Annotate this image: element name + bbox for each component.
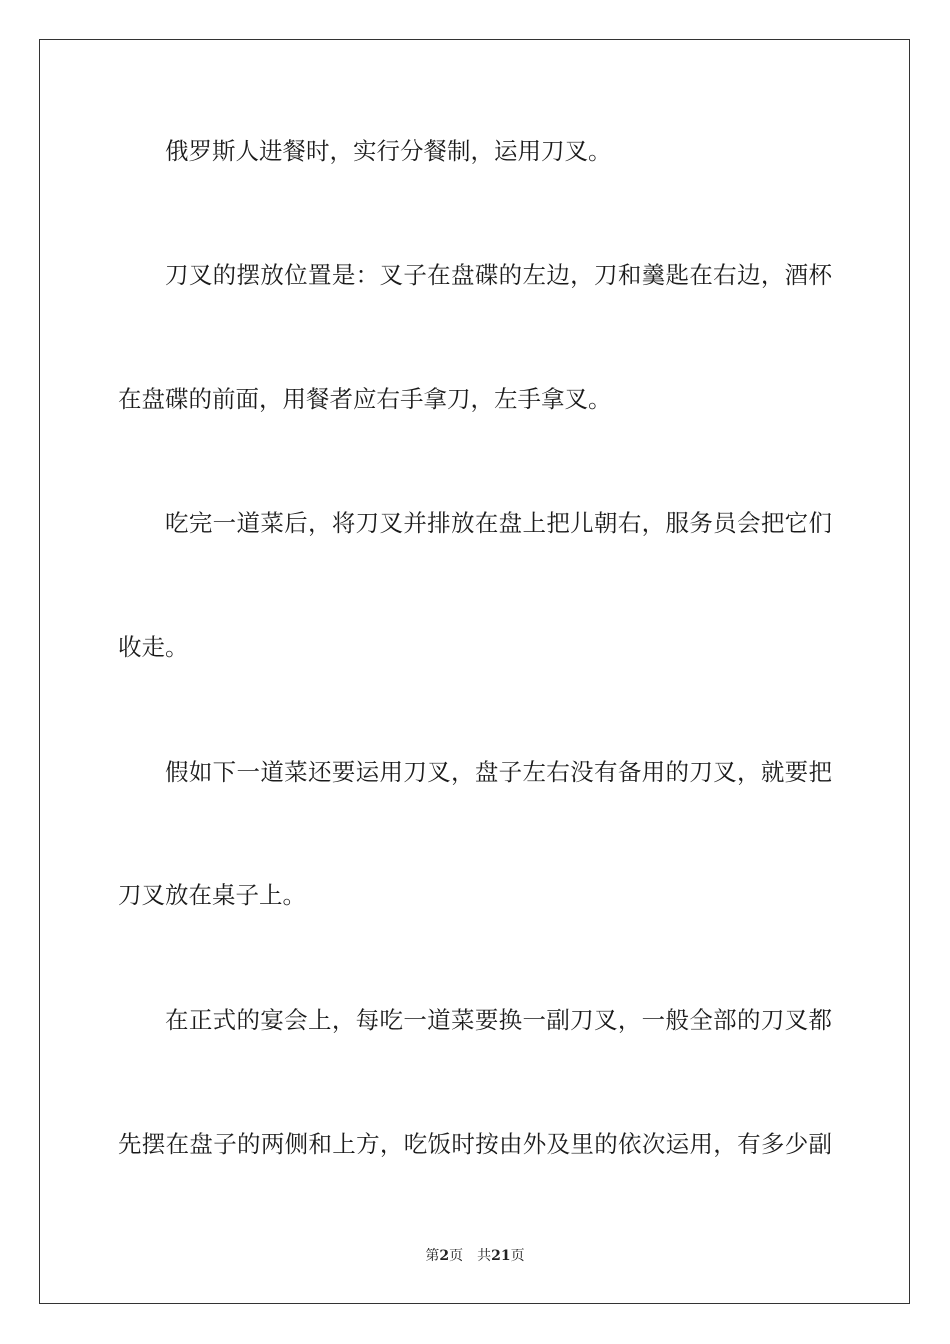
paragraph-line: 刀叉放在桌子上。 — [118, 881, 306, 909]
page-number: 2 — [439, 1248, 450, 1264]
paragraph-line: 假如下一道菜还要运用刀叉，盘子左右没有备用的刀叉，就要把 — [165, 758, 832, 786]
total-pages: 21 — [491, 1248, 511, 1264]
paragraph-line: 先摆在盘子的两侧和上方，吃饭时按由外及里的依次运用，有多少副 — [118, 1130, 832, 1158]
page-border — [39, 39, 910, 1304]
paragraph-line: 收走。 — [118, 633, 189, 661]
paragraph-line: 吃完一道菜后，将刀叉并排放在盘上把儿朝右，服务员会把它们 — [165, 509, 832, 537]
paragraph-line: 刀叉的摆放位置是：叉子在盘碟的左边，刀和羹匙在右边，酒杯 — [165, 261, 832, 289]
paragraph-line: 在正式的宴会上，每吃一道菜要换一副刀叉，一般全部的刀叉都 — [165, 1006, 832, 1034]
total-prefix: 共 — [477, 1248, 492, 1264]
page-prefix: 第 — [425, 1248, 440, 1264]
paragraph-line: 在盘碟的前面，用餐者应右手拿刀，左手拿叉。 — [118, 385, 612, 413]
page-suffix: 页 — [449, 1248, 464, 1264]
paragraph-line: 俄罗斯人进餐时，实行分餐制，运用刀叉。 — [165, 137, 612, 165]
page-footer — [0, 1246, 950, 1266]
total-suffix: 页 — [510, 1248, 525, 1264]
